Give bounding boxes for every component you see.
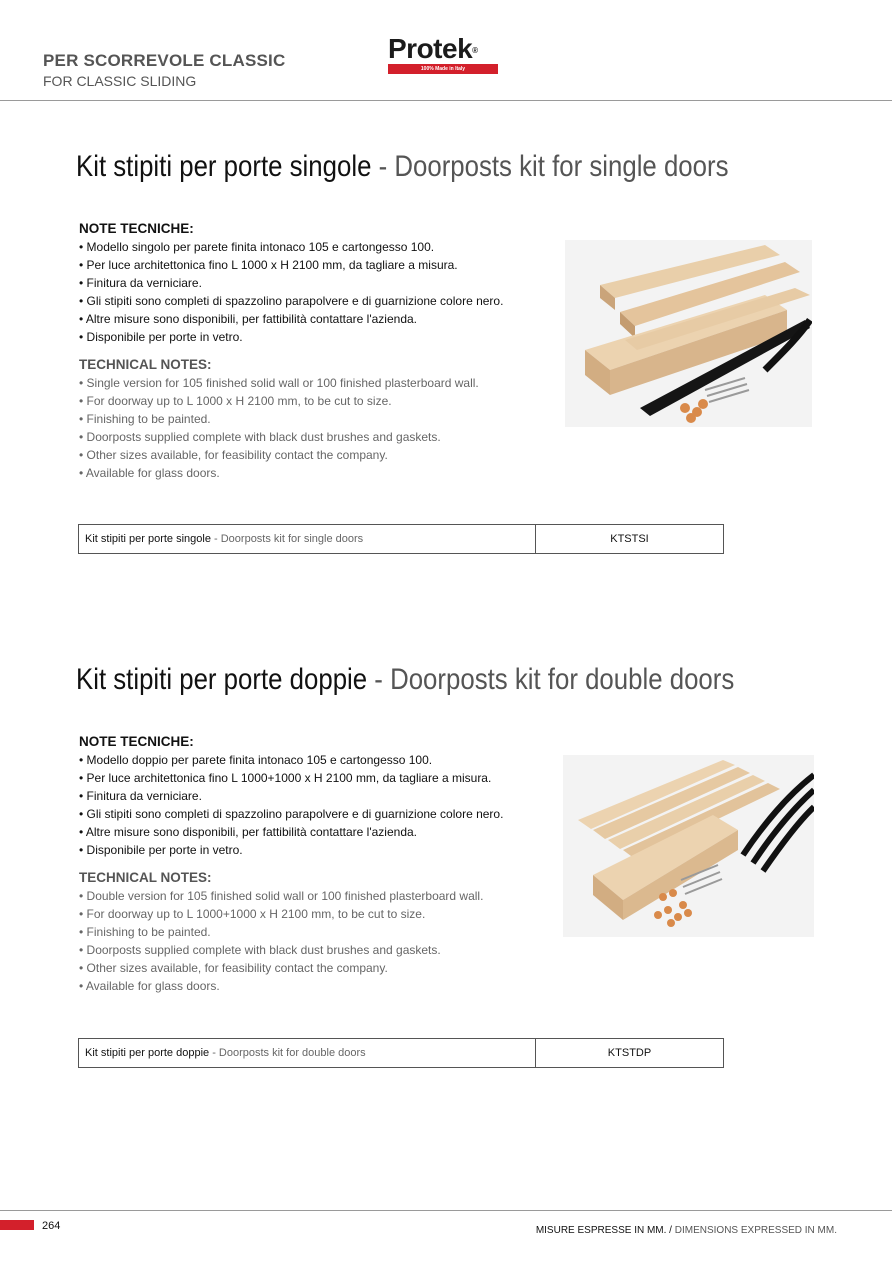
product-code: KTSTSI [610, 533, 649, 545]
section-title-double [76, 663, 734, 697]
list-item: • Modello doppio per parete finita intonaco 105 e cartongesso 100. [79, 753, 433, 767]
list-item: • Finishing to be painted. [79, 925, 211, 939]
product-code-table-double [78, 1038, 724, 1068]
list-item: • Finishing to be painted. [79, 412, 211, 426]
list-item: • Other sizes available, for feasibility contact the company. [79, 961, 388, 975]
list-item: • Gli stipiti sono completi di spazzolino parapolvere e di guarnizione colore nero. [79, 294, 504, 308]
brand-logo [388, 34, 500, 74]
notes-it-list [79, 751, 559, 859]
section-title-single [76, 150, 728, 184]
list-item: • Available for glass doors. [79, 466, 220, 480]
page-number: 264 [42, 1220, 61, 1232]
section-title-separator: - [371, 150, 395, 183]
section-title-en: Doorposts kit for double doors [390, 663, 735, 696]
list-item: • Double version for 105 finished solid wall or 100 finished plasterboard wall. [79, 889, 484, 903]
notes-en-heading: TECHNICAL NOTES: [79, 357, 212, 372]
section-title-it: Kit stipiti per porte doppie [76, 663, 368, 696]
list-item: • Per luce architettonica fino L 1000+1000 x H 2100 mm, da tagliare a misura. [79, 771, 492, 785]
footer-units-note [536, 1225, 837, 1236]
notes-en-list [79, 887, 559, 995]
header-divider [0, 100, 892, 101]
product-code: KTSTDP [607, 1047, 652, 1059]
logo-registered-mark: ® [472, 46, 478, 55]
list-item: • For doorway up to L 1000+1000 x H 2100 mm, to be cut to size. [79, 907, 426, 921]
list-item: • Other sizes available, for feasibility contact the company. [79, 448, 388, 462]
list-item: • For doorway up to L 1000 x H 2100 mm, to be cut to size. [79, 394, 392, 408]
section-title-separator: - [367, 663, 391, 696]
list-item: • Doorposts supplied complete with black dust brushes and gaskets. [79, 943, 441, 957]
notes-en-heading: TECHNICAL NOTES: [79, 870, 212, 885]
table-desc-cell [79, 525, 536, 553]
table-desc-it: Kit stipiti per porte singole [85, 533, 211, 545]
list-item: • Gli stipiti sono completi di spazzolino parapolvere e di guarnizione colore nero. [79, 807, 504, 821]
list-item: • Single version for 105 finished solid wall or 100 finished plasterboard wall. [79, 376, 479, 390]
list-item: • Finitura da verniciare. [79, 276, 202, 290]
technical-notes-single [79, 220, 559, 482]
product-photo-double-doorposts [563, 755, 814, 937]
footer-note-it: MISURE ESPRESSE IN MM. / [535, 1225, 675, 1236]
list-item: • Doorposts supplied complete with black dust brushes and gaskets. [79, 430, 441, 444]
table-desc-it: Kit stipiti per porte doppie [85, 1047, 210, 1059]
category-title-en: FOR CLASSIC SLIDING [43, 73, 197, 89]
category-title-it: PER SCORREVOLE CLASSIC [43, 51, 286, 70]
table-desc-en: - Doorposts kit for double doors [209, 1047, 366, 1059]
product-photo-single-doorposts [565, 240, 812, 427]
section-title-en: Doorposts kit for single doors [394, 150, 729, 183]
footer-red-tab [0, 1220, 34, 1230]
table-desc-cell [79, 1039, 536, 1067]
technical-notes-double [79, 733, 559, 995]
table-desc-en: - Doorposts kit for single doors [210, 533, 364, 545]
section-title-it: Kit stipiti per porte singole [76, 150, 372, 183]
list-item: • Disponibile per porte in vetro. [79, 330, 243, 344]
product-code-table-single [78, 524, 724, 554]
list-item: • Per luce architettonica fino L 1000 x H 2100 mm, da tagliare a misura. [79, 258, 458, 272]
list-item: • Altre misure sono disponibili, per fattibilità contattare l'azienda. [79, 312, 418, 326]
list-item: • Modello singolo per parete finita intonaco 105 e cartongesso 100. [79, 240, 435, 254]
list-item: • Finitura da verniciare. [79, 789, 202, 803]
notes-it-heading: NOTE TECNICHE: [79, 734, 194, 749]
logo-wordmark: Protek [388, 33, 473, 64]
list-item: • Available for glass doors. [79, 979, 220, 993]
list-item: • Altre misure sono disponibili, per fattibilità contattare l'azienda. [79, 825, 418, 839]
notes-it-heading: NOTE TECNICHE: [79, 221, 194, 236]
footer-divider [0, 1210, 892, 1211]
notes-en-list [79, 374, 559, 482]
footer-note-en: DIMENSIONS EXPRESSED IN MM. [674, 1225, 837, 1236]
notes-it-list [79, 238, 559, 346]
logo-tagline: 100% Made in Italy [388, 64, 498, 74]
list-item: • Disponibile per porte in vetro. [79, 843, 243, 857]
